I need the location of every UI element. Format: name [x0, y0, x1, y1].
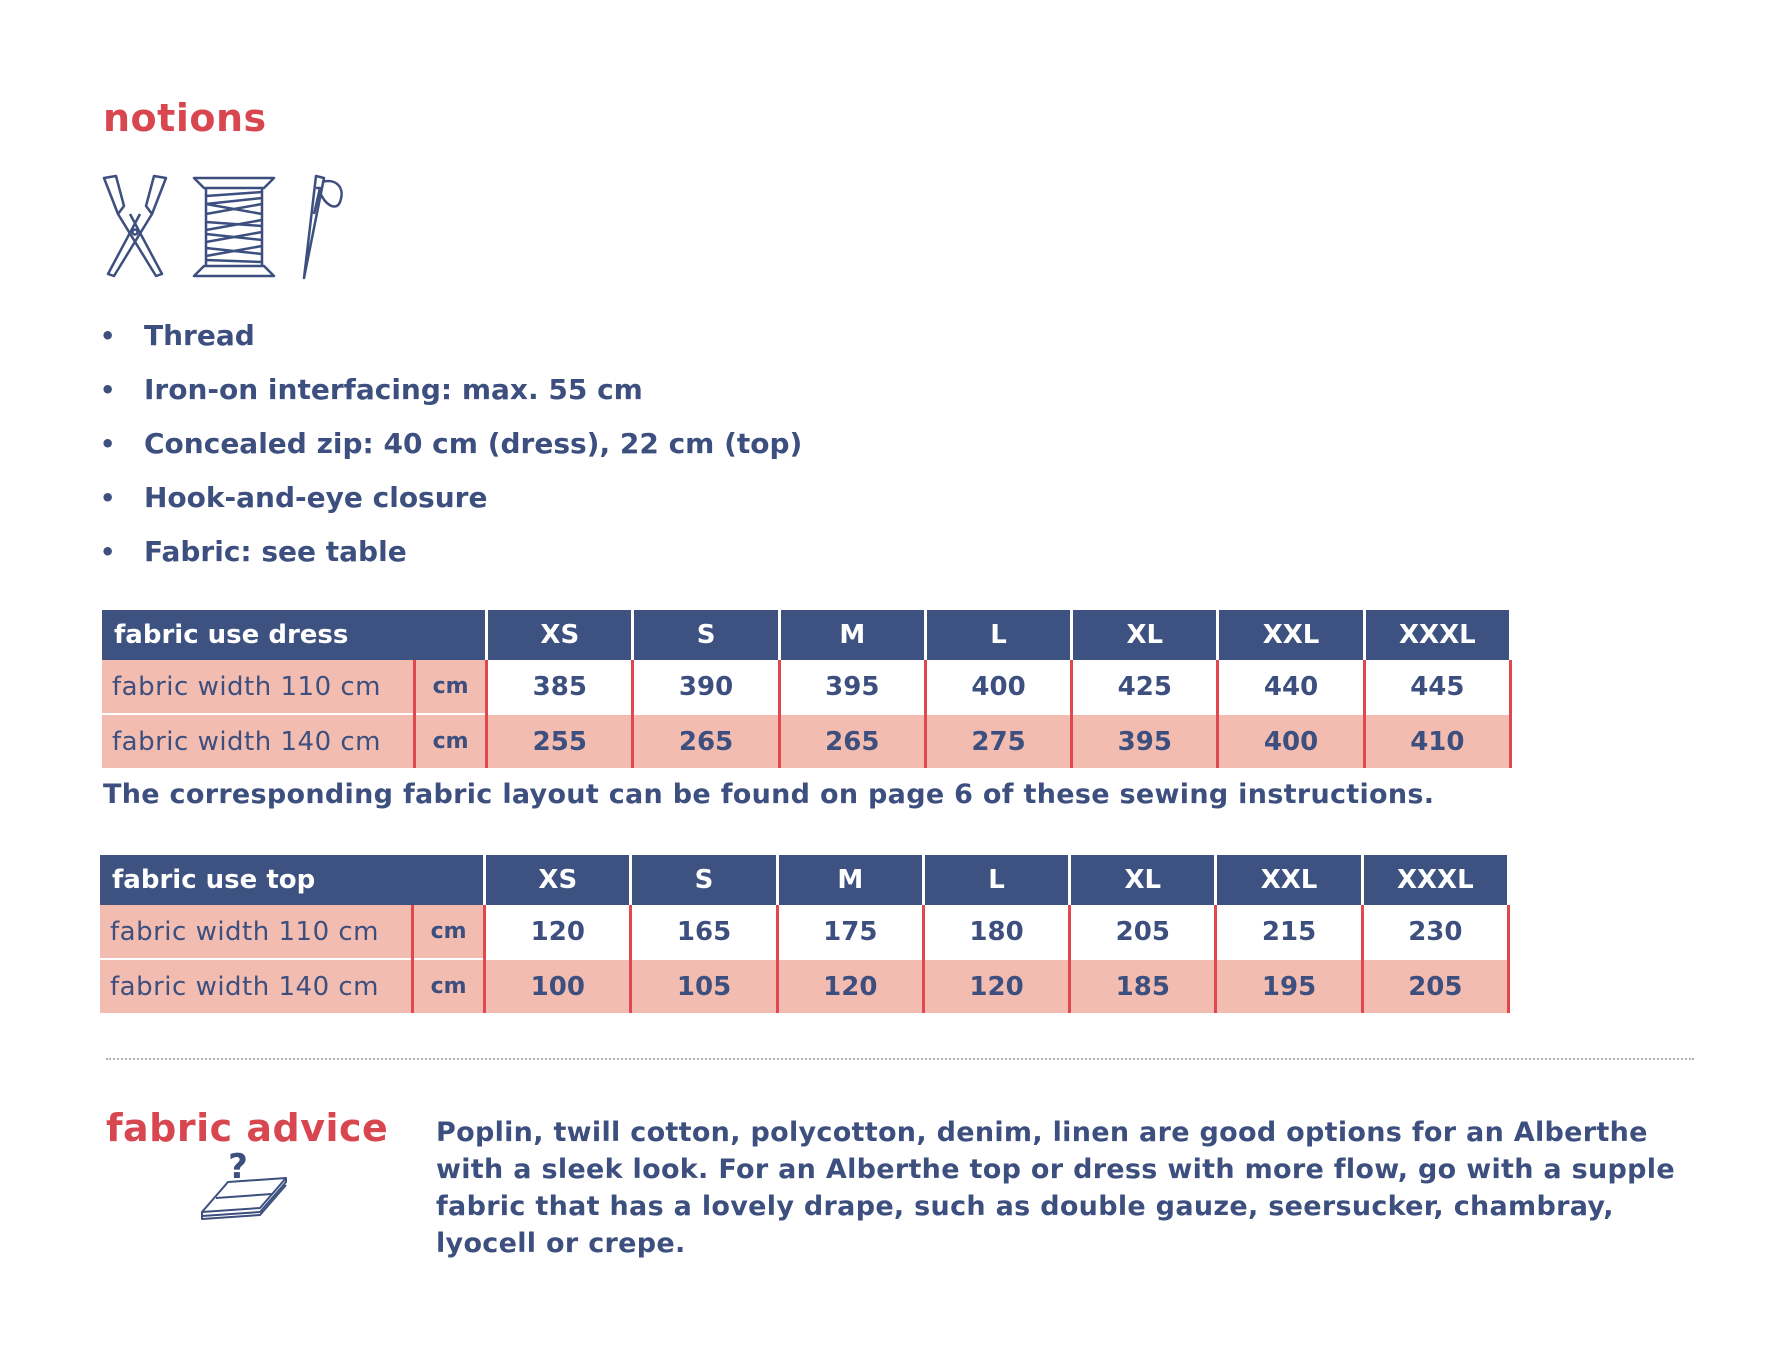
list-item-text: Thread [144, 319, 255, 352]
size-header: L [925, 610, 1071, 660]
row-unit: cm [413, 905, 485, 959]
notions-title: notions [103, 96, 267, 140]
table-cell: 120 [777, 959, 923, 1013]
size-header: XXL [1216, 855, 1362, 905]
table-header-row [102, 610, 1511, 660]
table-cell: 425 [1072, 660, 1218, 714]
table-cell: 165 [631, 905, 777, 959]
table-cell: 400 [925, 660, 1071, 714]
size-header: M [777, 855, 923, 905]
row-label: fabric width 140 cm [100, 959, 413, 1013]
table-cell: 185 [1070, 959, 1216, 1013]
table-cell: 265 [779, 714, 925, 768]
table-row [100, 959, 1509, 1013]
section-divider [106, 1058, 1694, 1060]
size-header: S [631, 855, 777, 905]
table-cell: 100 [485, 959, 631, 1013]
needle-icon [294, 174, 350, 280]
table-cell: 175 [777, 905, 923, 959]
list-item-text: Hook-and-eye closure [144, 481, 488, 514]
list-item [100, 530, 802, 584]
table-cell: 205 [1070, 905, 1216, 959]
table-cell: 255 [487, 714, 633, 768]
list-item-text: Iron-on interfacing: max. 55 cm [144, 373, 643, 406]
table-cell: 275 [925, 714, 1071, 768]
row-unit: cm [415, 714, 487, 768]
table-cell: 410 [1364, 714, 1510, 768]
table-cell: 205 [1362, 959, 1508, 1013]
notions-list [100, 314, 802, 584]
table-row [100, 905, 1509, 959]
row-label: fabric width 110 cm [102, 660, 415, 714]
table-cell: 445 [1364, 660, 1510, 714]
list-item-text: Fabric: see table [144, 535, 407, 568]
list-item-text: Concealed zip: 40 cm (dress), 22 cm (top) [144, 427, 803, 460]
size-header: XL [1070, 855, 1216, 905]
row-unit: cm [415, 660, 487, 714]
table-row [102, 714, 1511, 768]
bullet: • [100, 322, 116, 350]
list-item [100, 314, 802, 368]
size-header: XL [1072, 610, 1218, 660]
bullet: • [100, 484, 116, 512]
table-cell: 120 [923, 959, 1069, 1013]
row-label: fabric width 110 cm [100, 905, 413, 959]
table-cell: 395 [779, 660, 925, 714]
table-cell: 215 [1216, 905, 1362, 959]
list-item [100, 422, 802, 476]
table-header-row [100, 855, 1509, 905]
row-unit: cm [413, 959, 485, 1013]
table-row [102, 660, 1511, 714]
bullet: • [100, 430, 116, 458]
size-header: S [633, 610, 779, 660]
list-item [100, 368, 802, 422]
row-label: fabric width 140 cm [102, 714, 415, 768]
table-cell: 120 [485, 905, 631, 959]
table-cell: 265 [633, 714, 779, 768]
table-cell: 180 [923, 905, 1069, 959]
size-header: L [923, 855, 1069, 905]
table-title: fabric use dress [102, 610, 487, 660]
list-item [100, 476, 802, 530]
table-title: fabric use top [100, 855, 485, 905]
table-cell: 440 [1218, 660, 1364, 714]
scissors-icon [100, 174, 170, 280]
size-header: XS [485, 855, 631, 905]
thread-spool-icon [192, 174, 276, 280]
size-header: M [779, 610, 925, 660]
fabric-use-dress-table [102, 610, 1512, 768]
bullet: • [100, 376, 116, 404]
table-cell: 105 [631, 959, 777, 1013]
size-header: XXL [1218, 610, 1364, 660]
fabric-advice-text: Poplin, twill cotton, polycotton, denim, linen are good options for an Alberthe with a sleek look. For an Alberthe top or dress with more flow, go with a supple fabric that has a lovely drape, such as double gauze, seersucker, chambray, lyocell or crepe. [436, 1117, 1675, 1259]
size-header: XS [487, 610, 633, 660]
fabric-use-top-table [100, 855, 1510, 1013]
bullet: • [100, 538, 116, 566]
table-cell: 390 [633, 660, 779, 714]
table-cell: 395 [1072, 714, 1218, 768]
table-cell: 400 [1218, 714, 1364, 768]
fabric-layout-note: The corresponding fabric layout can be found on page 6 of these sewing instructions. [103, 779, 1435, 810]
table-cell: 230 [1362, 905, 1508, 959]
question-mark: ? [228, 1148, 248, 1187]
size-header: XXXL [1362, 855, 1508, 905]
table-cell: 385 [487, 660, 633, 714]
table-cell: 195 [1216, 959, 1362, 1013]
fabric-advice-title: fabric advice [106, 1106, 389, 1150]
size-header: XXXL [1364, 610, 1510, 660]
fabric-question-icon [198, 1148, 288, 1220]
